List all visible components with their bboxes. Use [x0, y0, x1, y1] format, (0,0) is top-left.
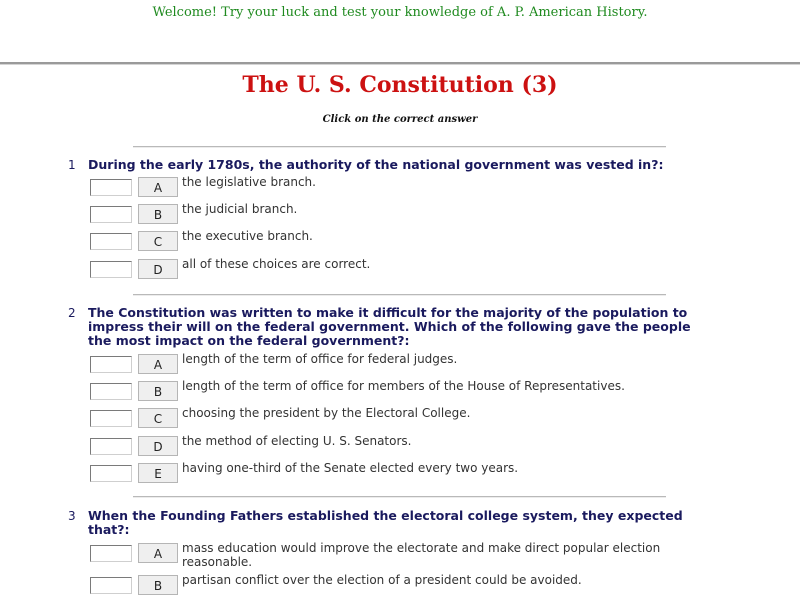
answer-button-a[interactable]: A: [138, 543, 178, 563]
answer-feedback-box: [90, 233, 132, 250]
question-text: During the early 1780s, the authority of the national government was vested in?:: [88, 157, 664, 172]
answer-feedback-box: [90, 577, 132, 594]
divider: [133, 496, 666, 498]
divider: [133, 146, 666, 148]
answer-feedback-box: [90, 410, 132, 427]
answer-text: the executive branch.: [182, 229, 313, 243]
answer-button-b[interactable]: B: [138, 204, 178, 224]
question-number: 2: [68, 306, 76, 320]
answer-button-b[interactable]: B: [138, 575, 178, 595]
answer-feedback-box: [90, 465, 132, 482]
question-number: 1: [68, 158, 76, 172]
answer-text: mass education would improve the electorate and make direct popular election reasonable.: [182, 541, 661, 569]
answer-feedback-box: [90, 438, 132, 455]
answer-button-c[interactable]: C: [138, 231, 178, 251]
answer-text: the method of electing U. S. Senators.: [182, 434, 412, 448]
answer-text: the legislative branch.: [182, 175, 316, 189]
answer-button-a[interactable]: A: [138, 354, 178, 374]
welcome-message: Welcome! Try your luck and test your knowledge of A. P. American History.: [152, 5, 648, 20]
answer-feedback-box: [90, 356, 132, 373]
answer-button-e[interactable]: E: [138, 463, 178, 483]
question-text: The Constitution was written to make it difficult for the majority of the population to impress their will on the federal government. Which of the following gave the people the most impact on the federal government?:: [88, 305, 691, 348]
answer-button-d[interactable]: D: [138, 436, 178, 456]
instructions: Click on the correct answer: [322, 114, 478, 125]
answer-text: length of the term of office for members of the House of Representatives.: [182, 379, 625, 393]
answer-button-d[interactable]: D: [138, 259, 178, 279]
question-text: When the Founding Fathers established the electoral college system, they expected that?:: [88, 508, 683, 537]
answer-feedback-box: [90, 261, 132, 278]
answer-text: having one-third of the Senate elected every two years.: [182, 461, 519, 475]
answer-feedback-box: [90, 545, 132, 562]
answer-text: choosing the president by the Electoral College.: [182, 406, 471, 420]
page-title: The U. S. Constitution (3): [242, 72, 558, 98]
answer-button-b[interactable]: B: [138, 381, 178, 401]
answer-text: length of the term of office for federal judges.: [182, 352, 458, 366]
divider: [133, 294, 666, 296]
answer-text: all of these choices are correct.: [182, 257, 371, 271]
answer-feedback-box: [90, 206, 132, 223]
answer-feedback-box: [90, 383, 132, 400]
answer-feedback-box: [90, 179, 132, 196]
answer-button-c[interactable]: C: [138, 408, 178, 428]
answer-text: partisan conflict over the election of a president could be avoided.: [182, 573, 582, 587]
question-number: 3: [68, 509, 76, 523]
answer-text: the judicial branch.: [182, 202, 298, 216]
header-divider: [0, 62, 800, 65]
answer-button-a[interactable]: A: [138, 177, 178, 197]
